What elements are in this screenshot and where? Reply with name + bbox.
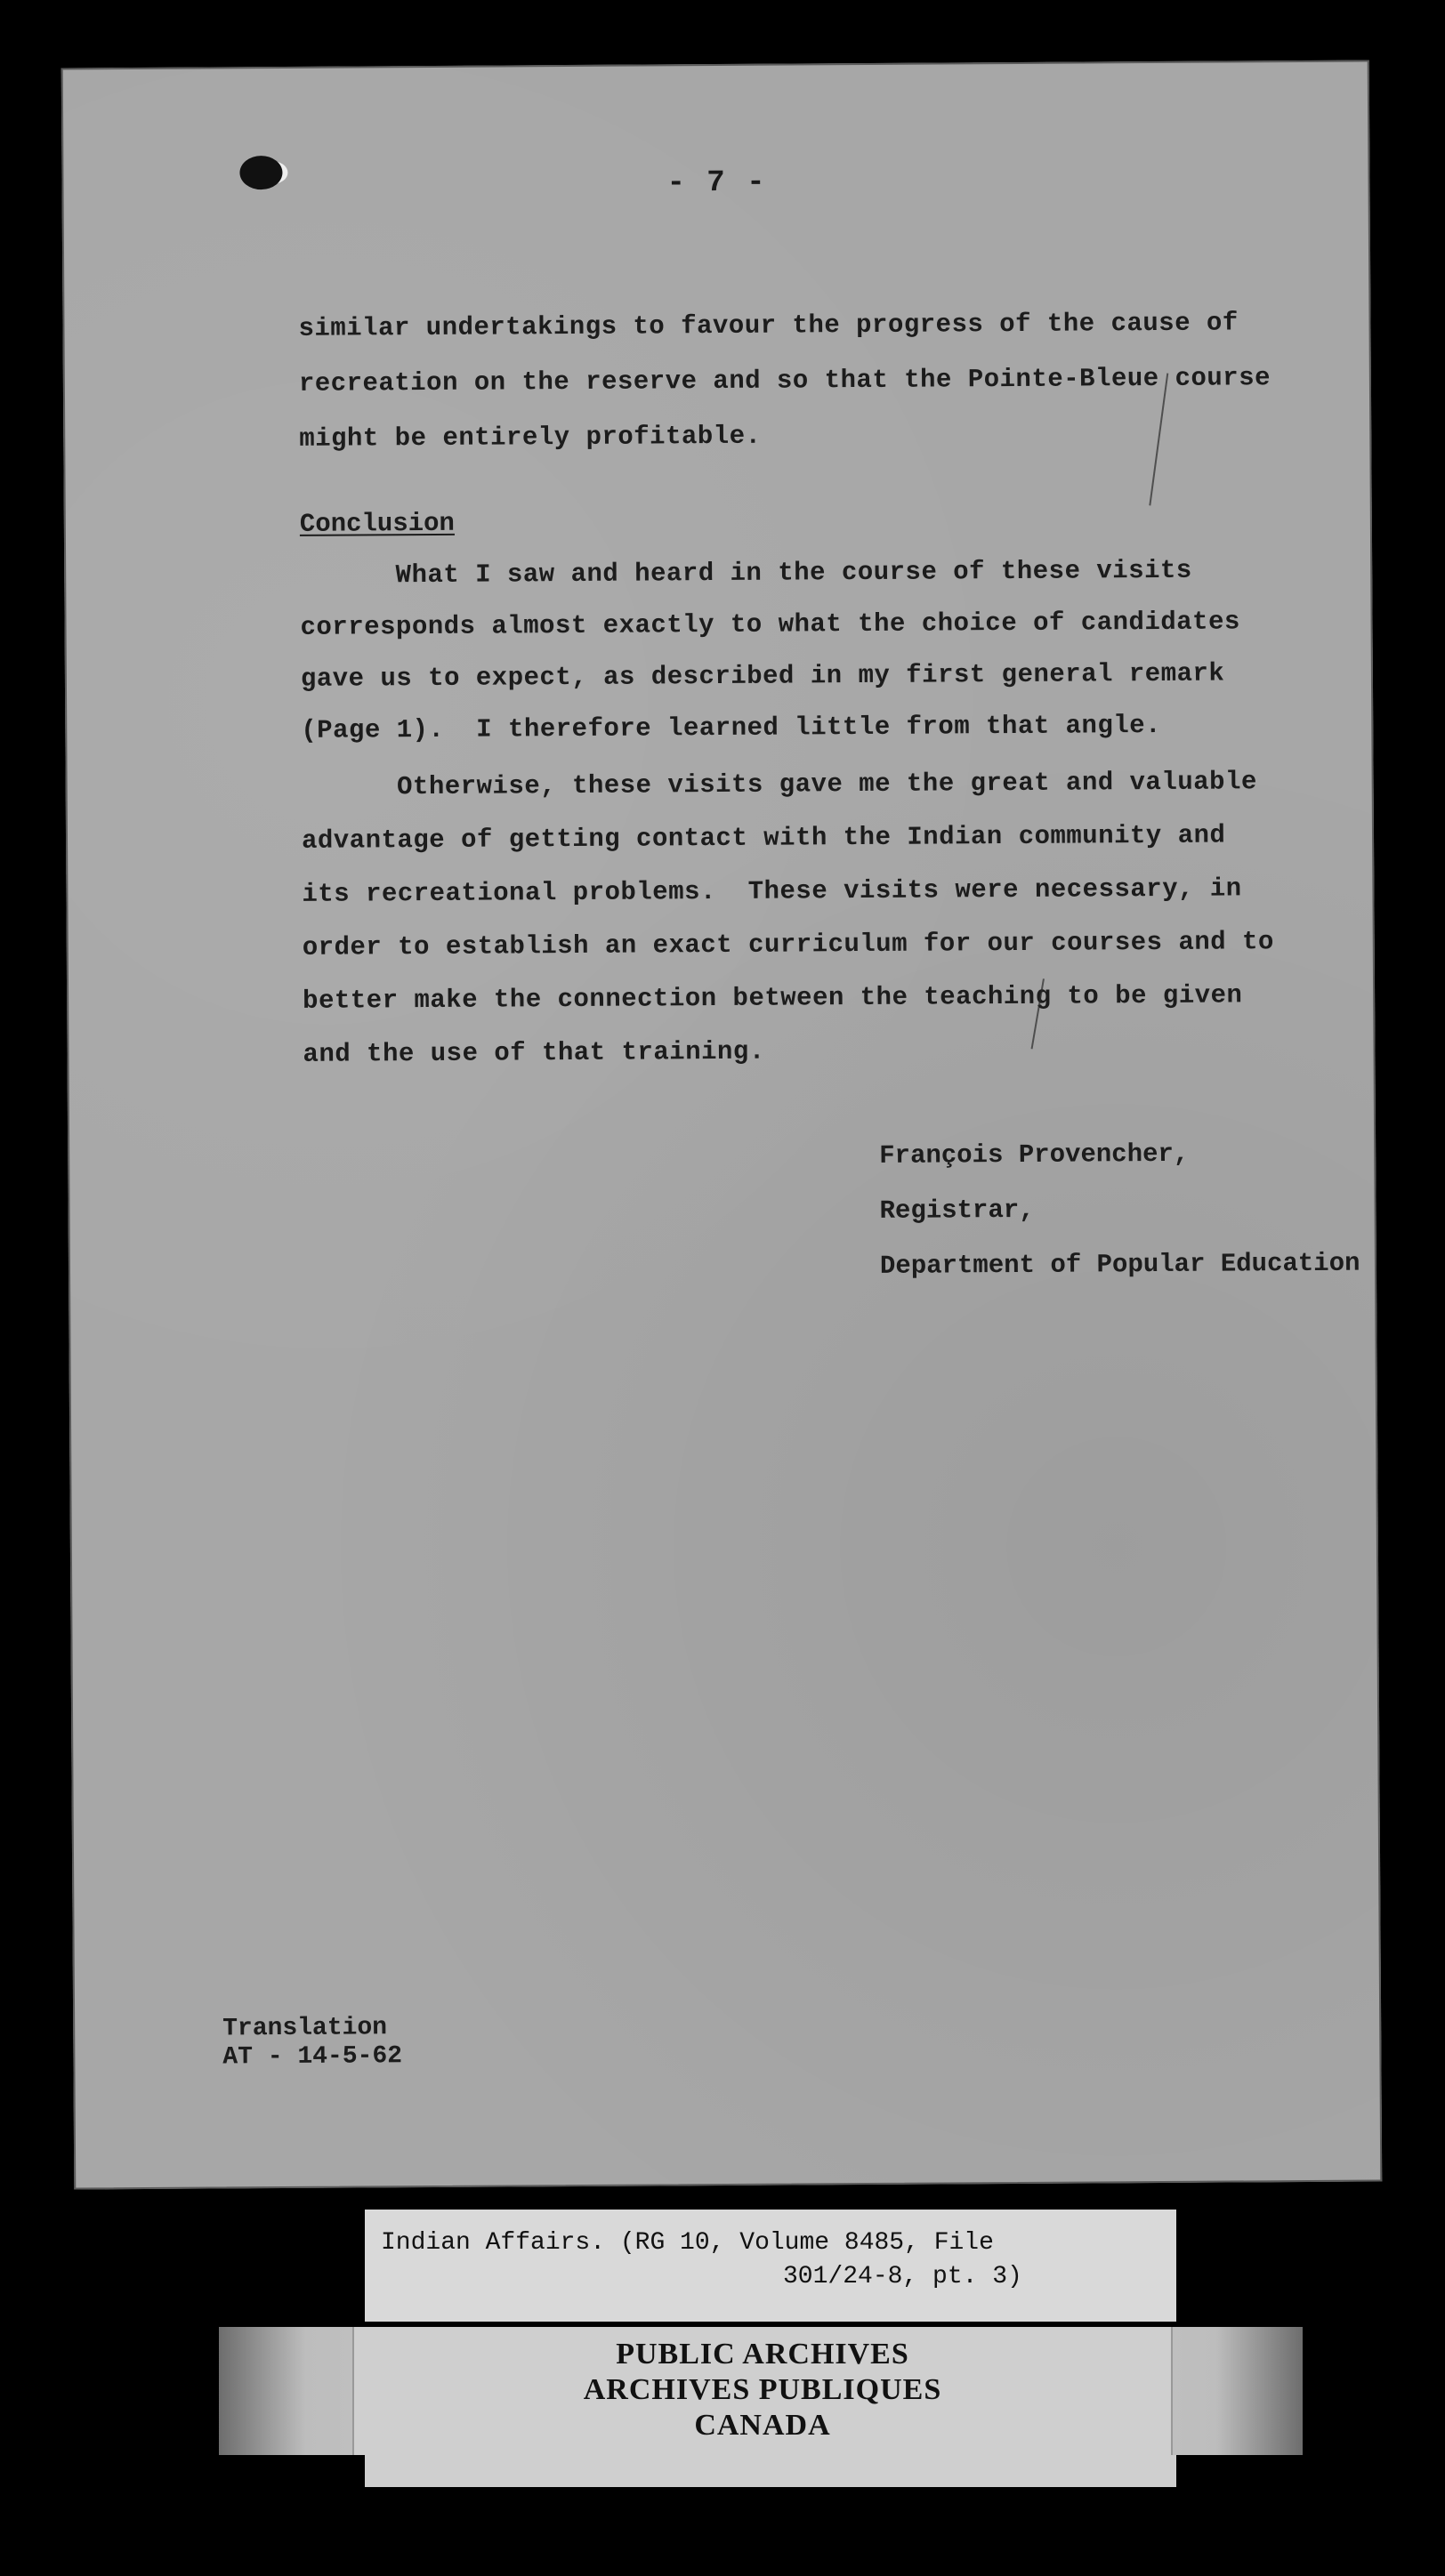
- continuation-line-2: recreation on the reserve and so that the Pointe-Bleue course: [298, 363, 1271, 398]
- bottom-label-strip: [365, 2455, 1176, 2487]
- archive-reference-label: [365, 2210, 1176, 2322]
- paragraph2-line-4: order to establish an exact curriculum for our courses and to: [302, 927, 1274, 962]
- paragraph2-line-5: better make the connection between the teaching to be given: [303, 980, 1243, 1016]
- signature-name: François Provencher,: [879, 1139, 1190, 1171]
- stamp-line-3: CANADA: [694, 2409, 831, 2442]
- paragraph2-line-3: its recreational problems. These visits were necessary, in: [302, 873, 1242, 909]
- punch-hole-mark: [239, 156, 282, 189]
- paragraph2-line-1: Otherwise, these visits gave me the great and valuable: [301, 767, 1257, 802]
- archive-stamp: [352, 2327, 1173, 2455]
- archive-reference-line-2: 301/24-8, pt. 3): [783, 2263, 1022, 2290]
- conclusion-heading: Conclusion: [299, 508, 455, 539]
- signature-department: Department of Popular Education: [879, 1248, 1360, 1281]
- paragraph1-line-3: gave us to expect, as described in my first general remark: [300, 658, 1225, 694]
- signature-title: Registrar,: [879, 1195, 1035, 1226]
- continuation-line-1: similar undertakings to favour the progress of the cause of: [298, 308, 1239, 343]
- paragraph1-line-2: corresponds almost exactly to what the choice of candidates: [300, 607, 1240, 642]
- paragraph2-line-6: and the use of that training.: [303, 1036, 765, 1069]
- continuation-line-3: might be entirely profitable.: [299, 421, 762, 454]
- page-number: - 7 -: [666, 165, 767, 201]
- translation-code: AT - 14-5-62: [222, 2042, 403, 2072]
- translation-note: Translation: [222, 2014, 388, 2043]
- stamp-line-1: PUBLIC ARCHIVES: [616, 2338, 909, 2371]
- paragraph2-line-2: advantage of getting contact with the Indian community and: [301, 820, 1226, 856]
- document-page: [61, 60, 1383, 2190]
- paragraph1-line-4: (Page 1). I therefore learned little from that angle.: [301, 710, 1162, 745]
- archive-stamp-strip: [219, 2327, 1303, 2455]
- archive-reference-line-1: Indian Affairs. (RG 10, Volume 8485, File: [381, 2229, 994, 2257]
- stamp-line-2: ARCHIVES PUBLIQUES: [583, 2373, 942, 2406]
- paragraph1-line-1: What I saw and heard in the course of these visits: [300, 555, 1192, 591]
